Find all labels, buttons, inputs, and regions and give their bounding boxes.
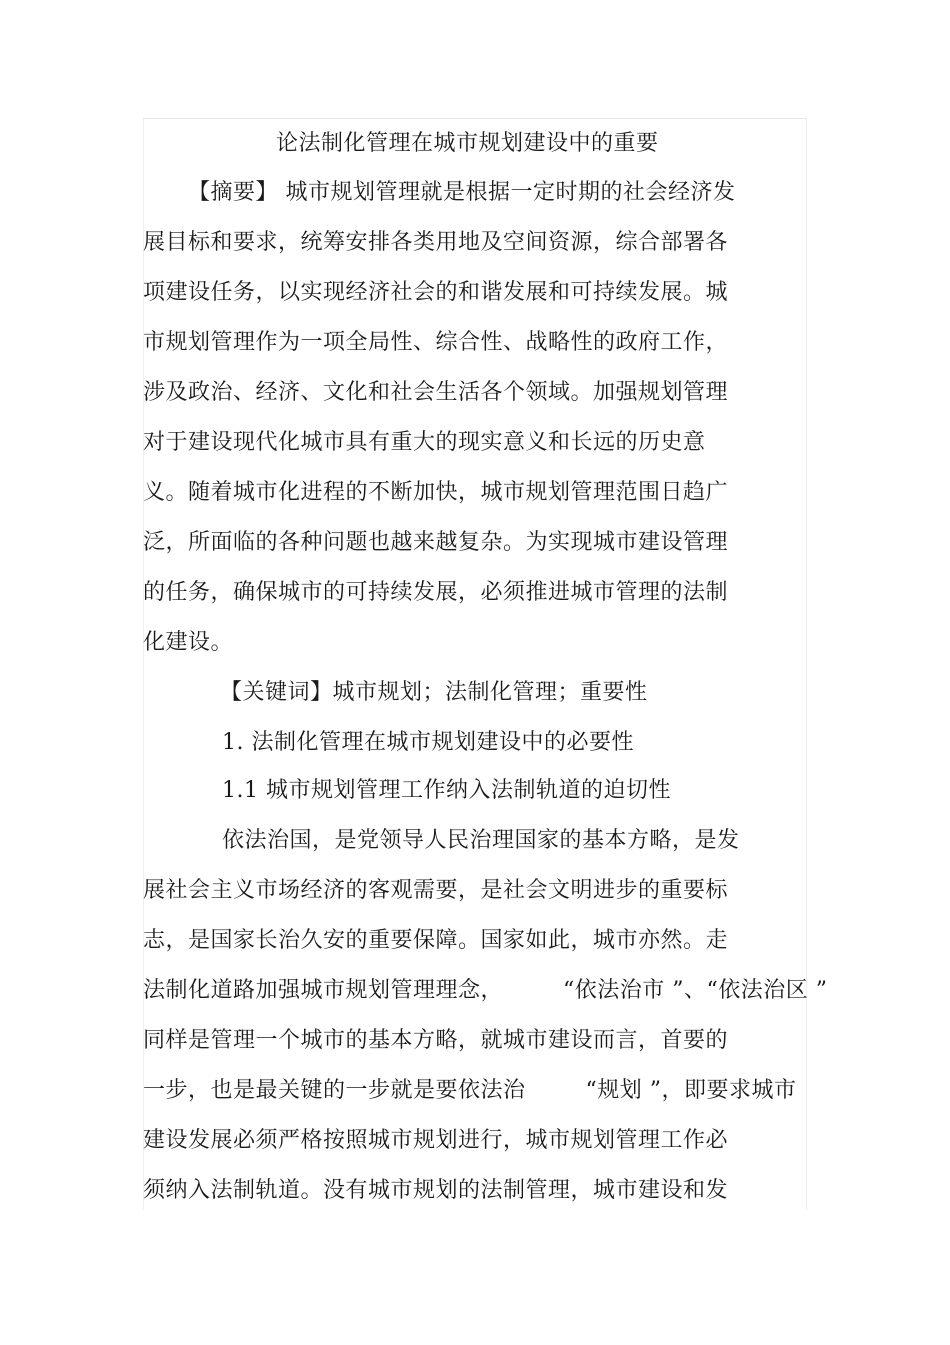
body-line-text: 一步，也是最关键的一步就是要依法治 — [143, 1078, 526, 1103]
body-line: 展社会主义市场经济的客观需要，是社会文明进步的重要标 — [143, 878, 729, 903]
quoted-phrase: “规划 ”，即要求城市 — [585, 1078, 797, 1103]
abstract-line: 涉及政治、经济、文化和社会生活各个领域。加强规划管理 — [143, 380, 729, 405]
section-heading-1: 1. 法制化管理在城市规划建设中的必要性 — [222, 730, 634, 755]
keywords-line: 【关键词】城市规划；法制化管理；重要性 — [220, 680, 648, 705]
abstract-line: 对于建设现代化城市具有重大的现实意义和长远的历史意 — [143, 430, 706, 455]
body-line-quote — [143, 1076, 797, 1106]
abstract-line: 市规划管理作为一项全局性、综合性、战略性的政府工作， — [143, 330, 729, 355]
body-line: 须纳入法制轨道。没有城市规划的法制管理，城市建设和发 — [143, 1178, 729, 1203]
section-heading-1-1: 1.1 城市规划管理工作纳入法制轨道的迫切性 — [222, 778, 671, 803]
body-line-text: 法制化道路加强城市规划管理理念， — [143, 978, 504, 1003]
quoted-phrase: “依法治市 ”、“依法治区 ” — [563, 978, 828, 1003]
body-line-quote — [143, 976, 828, 1006]
body-line: 同样是管理一个城市的基本方略，就城市建设而言，首要的 — [143, 1028, 729, 1053]
abstract-line: 项建设任务，以实现经济社会的和谐发展和可持续发展。城 — [143, 280, 729, 305]
body-line: 志，是国家长治久安的重要保障。国家如此，城市亦然。走 — [143, 928, 729, 953]
abstract-line: 的任务，确保城市的可持续发展，必须推进城市管理的法制 — [143, 580, 729, 605]
abstract-line: 义。随着城市化进程的不断加快，城市规划管理范围日趋广 — [143, 480, 729, 505]
abstract-line: 化建设。 — [143, 630, 234, 655]
abstract-line: 泛，所面临的各种问题也越来越复杂。为实现城市建设管理 — [143, 530, 729, 555]
document-title: 论法制化管理在城市规划建设中的重要 — [276, 131, 659, 156]
body-line: 建设发展必须严格按照城市规划进行，城市规划管理工作必 — [143, 1128, 729, 1153]
abstract-line: 展目标和要求，统筹安排各类用地及空间资源，综合部署各 — [143, 230, 729, 255]
body-line: 依法治国，是党领导人民治理国家的基本方略，是发 — [222, 828, 740, 853]
abstract-line: 【摘要】 城市规划管理就是根据一定时期的社会经济发 — [188, 180, 736, 205]
